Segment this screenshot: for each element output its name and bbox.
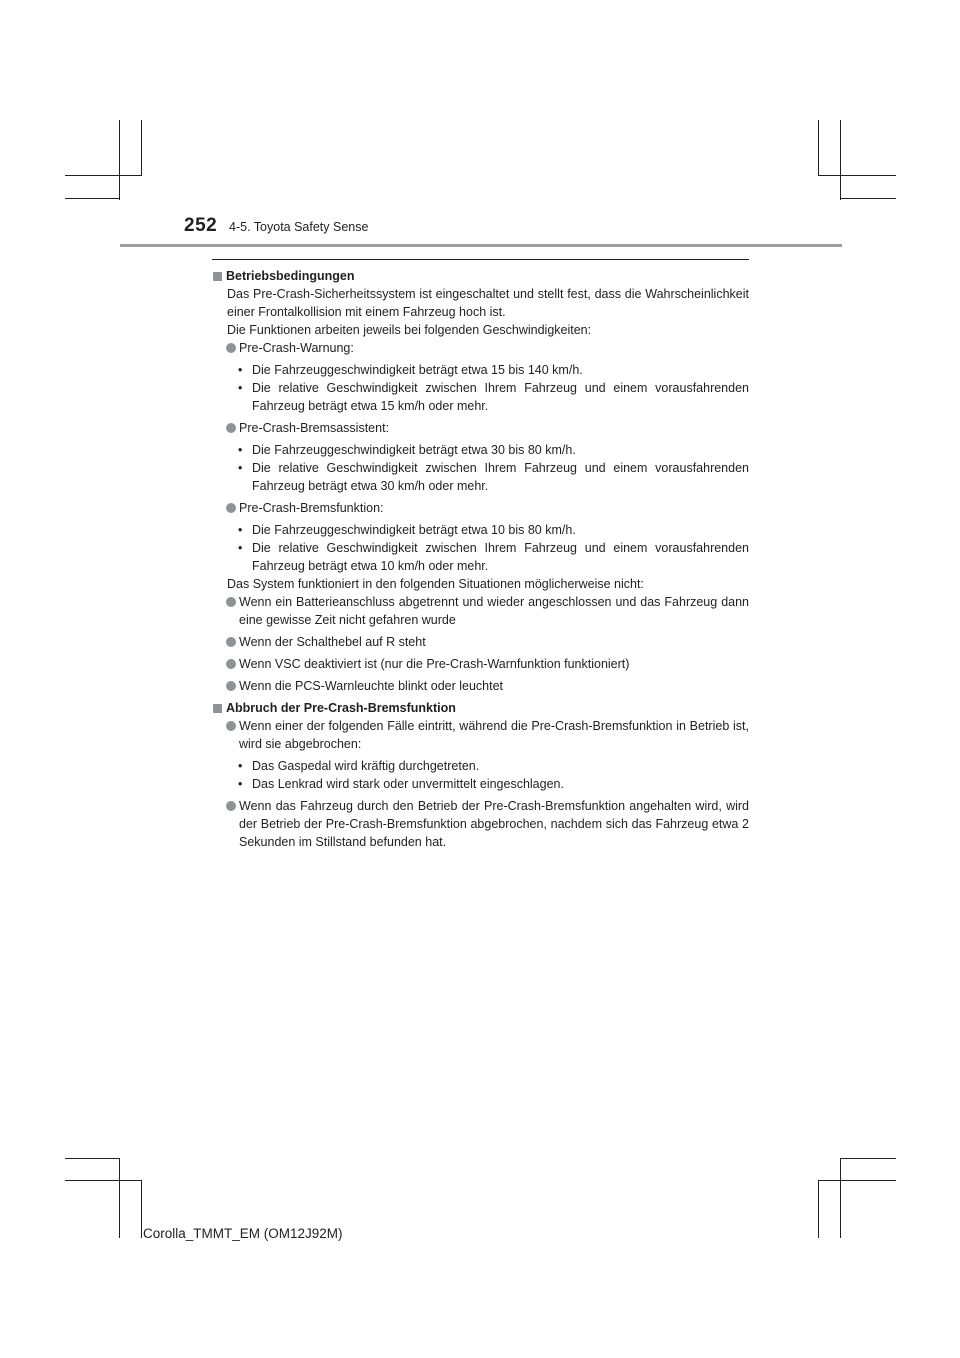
bullet-label: Pre-Crash-Bremsfunktion:	[239, 501, 384, 515]
functions-intro: Die Funktionen arbeiten jeweils bei folgenden Geschwindigkeiten:	[227, 323, 592, 337]
crop-mark	[65, 1180, 142, 1181]
topic-divider	[212, 259, 749, 260]
situation-text: Wenn der Schalthebel auf R steht	[239, 635, 426, 649]
sub-list	[212, 521, 749, 575]
situation-bullet	[212, 677, 749, 695]
section-heading-betriebsbedingungen: Betriebsbedingungen	[212, 267, 749, 285]
sub-list	[212, 441, 749, 495]
bullet-label: Pre-Crash-Warnung:	[239, 341, 354, 355]
sub-list-item: • Die relative Geschwindigkeit zwischen Ihrem Fahrzeug und einem vorausfahrenden Fahrzeug beträgt etwa 10 km/h oder mehr.	[212, 539, 749, 575]
intro-paragraph: Das Pre-Crash-Sicherheitssystem ist eingeschaltet und stellt fest, dass die Wahrscheinlichkeit einer Frontalkollision mit einem Fahrzeug hoch ist.	[227, 287, 749, 319]
abbruch-bullet	[212, 797, 749, 851]
bullet-dot-icon	[226, 681, 236, 691]
crop-mark	[818, 120, 819, 175]
situation-bullet	[212, 655, 749, 673]
sub-list-item: • Die Fahrzeuggeschwindigkeit beträgt etwa 15 bis 140 km/h.	[212, 361, 749, 379]
bullet-label: Pre-Crash-Bremsassistent:	[239, 421, 390, 435]
crop-mark	[65, 198, 120, 199]
page-number: 252	[184, 215, 218, 236]
bullet-dot-icon	[226, 721, 236, 731]
situation-bullet	[212, 633, 749, 651]
abbruch-text: Wenn einer der folgenden Fälle eintritt, während die Pre-Crash-Bremsfunktion in Betrieb ist, wird sie abgebrochen:	[239, 719, 749, 751]
crop-mark	[65, 1158, 120, 1159]
bullet-dot-icon	[226, 597, 236, 607]
sub-list-item: • Das Gaspedal wird kräftig durchgetreten.	[212, 757, 749, 775]
sub-list-item: • Das Lenkrad wird stark oder unvermittelt eingeschlagen.	[212, 775, 749, 793]
bullet-pre-crash-bremsfunktion	[212, 499, 749, 517]
crop-mark	[119, 120, 120, 200]
situation-text: Wenn VSC deaktiviert ist (nur die Pre-Crash-Warnfunktion funktioniert)	[239, 657, 630, 671]
crop-mark	[818, 1180, 896, 1181]
abbruch-text: Wenn das Fahrzeug durch den Betrieb der Pre-Crash-Bremsfunktion angehalten wird, wird der Betrieb der Pre-Crash-Bremsfunktion abgebrochen, nachdem sich das Fahrzeug etwa 2 Sekunden im Stillstand befunden hat.	[239, 799, 749, 849]
crop-mark	[141, 120, 142, 175]
section-heading-abbruch: Abbruch der Pre-Crash-Bremsfunktion	[212, 699, 749, 717]
bullet-pre-crash-warnung	[212, 339, 749, 357]
sub-list-item: • Die Fahrzeuggeschwindigkeit beträgt etwa 10 bis 80 km/h.	[212, 521, 749, 539]
situation-bullet	[212, 593, 749, 629]
sub-list-item: • Die relative Geschwindigkeit zwischen Ihrem Fahrzeug und einem vorausfahrenden Fahrzeug beträgt etwa 30 km/h oder mehr.	[212, 459, 749, 495]
crop-mark	[65, 175, 142, 176]
page-content	[212, 267, 749, 855]
bullet-dot-icon	[226, 343, 236, 353]
crop-mark	[141, 1180, 142, 1238]
bullet-pre-crash-bremsassistent	[212, 419, 749, 437]
header-rule	[120, 244, 842, 247]
crop-mark	[840, 1158, 841, 1238]
crop-mark	[840, 1158, 896, 1159]
crop-mark	[840, 120, 841, 200]
bullet-dot-icon	[226, 637, 236, 647]
sub-list-item: • Die relative Geschwindigkeit zwischen Ihrem Fahrzeug und einem vorausfahrenden Fahrzeug beträgt etwa 15 km/h oder mehr.	[212, 379, 749, 415]
bullet-dot-icon	[226, 801, 236, 811]
crop-mark	[818, 1180, 819, 1238]
crop-mark	[119, 1158, 120, 1238]
bullet-dot-icon	[226, 503, 236, 513]
sub-list	[212, 361, 749, 415]
bullet-dot-icon	[226, 659, 236, 669]
footer-document-id: Corolla_TMMT_EM (OM12J92M)	[143, 1226, 343, 1241]
situation-text: Wenn die PCS-Warnleuchte blinkt oder leuchtet	[239, 679, 504, 693]
abbruch-bullet	[212, 717, 749, 753]
sub-list	[212, 757, 749, 793]
situations-intro: Das System funktioniert in den folgenden Situationen möglicherweise nicht:	[227, 577, 644, 591]
sub-list-item: • Die Fahrzeuggeschwindigkeit beträgt etwa 30 bis 80 km/h.	[212, 441, 749, 459]
bullet-dot-icon	[226, 423, 236, 433]
crop-mark	[840, 198, 896, 199]
section-title: 4-5. Toyota Safety Sense	[229, 220, 369, 234]
crop-mark	[818, 175, 896, 176]
situation-text: Wenn ein Batterieanschluss abgetrennt und wieder angeschlossen und das Fahrzeug dann eine gewisse Zeit nicht gefahren wurde	[239, 595, 749, 627]
